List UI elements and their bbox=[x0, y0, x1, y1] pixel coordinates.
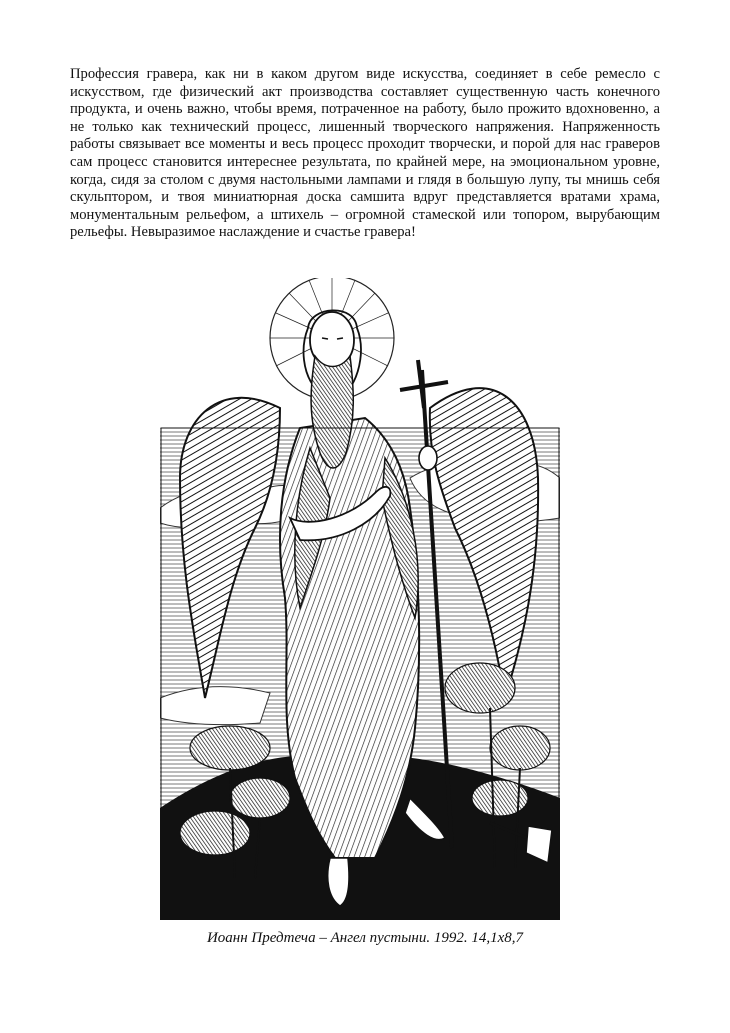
engraving-illustration bbox=[160, 278, 560, 920]
eye bbox=[337, 338, 343, 339]
engraving-figure bbox=[160, 278, 560, 920]
cloud bbox=[160, 687, 270, 725]
eye bbox=[322, 338, 328, 339]
body-paragraph: Профессия гравера, как ни в каком другом виде искусства, соединяет в себе ремесло с искусством, где физический акт производства составляет существенную часть конечного продукта, и очень важно, чтобы время, потраченное на работу, было прожито вдохновенно, а не только как технический процесс, лишенный творческого напряжения. Напряженность работы связывает все моменты и весь процесс проходит творчески, и порой для нас граверов сам процесс становится интереснее результата, по крайней мере, на эмоциональном уровне, когда, сидя за столом с двумя настольными лампами и глядя в большую лупу, ты мнишь себя скульптором, и твоя миниатюрная доска самшита вдруг представляется вратами храма, монументальным рельефом, а штихель – огромной стамеской или топором, вырубающим рельефы. Невыразимое наслаждение и счастье гравера! bbox=[70, 66, 660, 241]
figure-caption: Иоанн Предтеча – Ангел пустыни. 1992. 14,1х8,7 bbox=[206, 930, 524, 946]
hand bbox=[419, 446, 437, 470]
